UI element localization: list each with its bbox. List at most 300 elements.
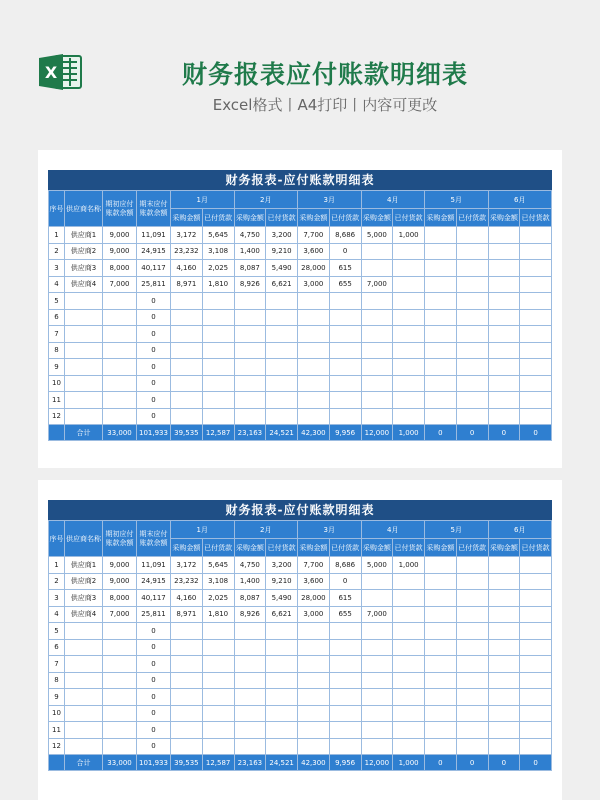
row-end-balance: 11,091 [137,227,171,244]
row-purchase-amount [361,408,393,425]
sheet-2 [48,500,552,771]
row-purchase-amount [425,722,457,739]
sub-header-purchase: 采购金额 [425,539,457,557]
total-purchase-amount: 0 [488,755,520,771]
row-paid-amount [329,705,361,722]
row-paid-amount [202,656,234,673]
row-purchase-amount [488,672,520,689]
row-purchase-amount [361,639,393,656]
table-row [49,408,552,425]
row-purchase-amount [171,392,203,409]
row-purchase-amount [234,359,266,376]
total-label: 合计 [65,755,103,771]
row-purchase-amount: 8,926 [234,606,266,623]
row-purchase-amount [361,705,393,722]
row-begin-balance: 9,000 [103,557,137,574]
row-purchase-amount [425,359,457,376]
row-purchase-amount [425,392,457,409]
row-seq: 5 [49,623,65,640]
row-paid-amount [520,606,552,623]
row-seq: 4 [49,606,65,623]
sub-header-purchase: 采购金额 [488,209,520,227]
row-seq: 10 [49,705,65,722]
total-purchase-amount: 39,535 [171,425,203,441]
row-seq: 3 [49,260,65,277]
row-purchase-amount: 1,400 [234,243,266,260]
row-paid-amount [202,359,234,376]
row-paid-amount [393,309,425,326]
row-begin-balance [103,326,137,343]
table-row [49,326,552,343]
row-purchase-amount [488,656,520,673]
table-row [49,227,552,244]
sub-header-purchase: 采购金额 [234,209,266,227]
row-seq: 2 [49,243,65,260]
row-paid-amount [520,722,552,739]
row-purchase-amount [298,375,330,392]
row-paid-amount: 615 [329,590,361,607]
row-purchase-amount [171,375,203,392]
row-paid-amount [520,326,552,343]
sub-header-paid: 已付货款 [456,539,488,557]
row-end-balance: 0 [137,392,171,409]
row-begin-balance [103,738,137,755]
row-purchase-amount: 4,750 [234,557,266,574]
row-supplier [65,375,103,392]
row-paid-amount: 3,108 [202,573,234,590]
sheet-banner: 财务报表-应付账款明细表 [48,500,552,520]
row-paid-amount [456,293,488,310]
row-purchase-amount: 8,971 [171,276,203,293]
row-paid-amount [393,326,425,343]
row-paid-amount [520,689,552,706]
row-purchase-amount [488,408,520,425]
row-paid-amount [202,375,234,392]
col-header-begin-balance: 期初应付 账款余额 [103,191,137,227]
table-row [49,342,552,359]
row-seq: 11 [49,392,65,409]
row-purchase-amount [361,672,393,689]
row-paid-amount [520,557,552,574]
total-purchase-amount: 23,163 [234,425,266,441]
sub-header-paid: 已付货款 [456,209,488,227]
row-paid-amount: 6,621 [266,606,298,623]
row-paid-amount [520,392,552,409]
row-paid-amount: 1,000 [393,227,425,244]
row-purchase-amount [488,227,520,244]
row-purchase-amount: 7,000 [361,276,393,293]
row-purchase-amount [425,573,457,590]
row-purchase-amount [425,606,457,623]
row-paid-amount [266,705,298,722]
row-purchase-amount [234,408,266,425]
row-purchase-amount: 8,926 [234,276,266,293]
row-paid-amount [329,738,361,755]
table-row [49,557,552,574]
row-purchase-amount [488,309,520,326]
sub-header-purchase: 采购金额 [171,539,203,557]
col-header-month: 5月 [425,191,489,209]
col-header-month: 2月 [234,521,298,539]
row-paid-amount [520,359,552,376]
row-paid-amount [329,722,361,739]
row-paid-amount [393,722,425,739]
row-begin-balance [103,639,137,656]
row-purchase-amount: 8,971 [171,606,203,623]
row-purchase-amount [298,639,330,656]
row-end-balance: 0 [137,326,171,343]
row-paid-amount: 0 [329,573,361,590]
total-row [49,755,552,771]
row-paid-amount [520,656,552,673]
row-purchase-amount [171,738,203,755]
row-paid-amount [202,326,234,343]
row-supplier [65,359,103,376]
row-purchase-amount [488,326,520,343]
row-paid-amount [393,243,425,260]
table-row [49,309,552,326]
row-paid-amount: 9,210 [266,573,298,590]
row-purchase-amount [425,656,457,673]
sub-header-purchase: 采购金额 [171,209,203,227]
row-purchase-amount [425,639,457,656]
row-purchase-amount: 3,600 [298,243,330,260]
row-purchase-amount [488,738,520,755]
row-paid-amount: 3,200 [266,227,298,244]
row-purchase-amount [425,309,457,326]
row-paid-amount [456,342,488,359]
col-header-seq: 序号 [49,191,65,227]
total-paid-amount: 0 [456,425,488,441]
row-paid-amount [202,623,234,640]
row-seq: 7 [49,656,65,673]
row-paid-amount [266,408,298,425]
col-header-month: 6月 [488,191,552,209]
row-paid-amount: 5,645 [202,557,234,574]
row-purchase-amount [488,689,520,706]
row-paid-amount [329,392,361,409]
row-paid-amount [456,722,488,739]
row-supplier [65,309,103,326]
row-paid-amount [266,293,298,310]
row-purchase-amount [425,590,457,607]
total-paid-amount: 1,000 [393,755,425,771]
row-end-balance: 25,811 [137,276,171,293]
total-end-balance: 101,933 [137,755,171,771]
row-purchase-amount: 8,087 [234,590,266,607]
row-seq: 8 [49,342,65,359]
row-purchase-amount [298,672,330,689]
row-purchase-amount [234,293,266,310]
row-purchase-amount: 28,000 [298,590,330,607]
row-purchase-amount [425,738,457,755]
row-end-balance: 0 [137,342,171,359]
row-paid-amount [202,738,234,755]
row-end-balance: 24,915 [137,573,171,590]
row-purchase-amount [361,326,393,343]
row-paid-amount [456,392,488,409]
row-end-balance: 0 [137,722,171,739]
row-purchase-amount [298,656,330,673]
row-end-balance: 0 [137,689,171,706]
sheet-card-1 [38,150,562,468]
sub-header-purchase: 采购金额 [425,209,457,227]
row-begin-balance: 9,000 [103,243,137,260]
row-paid-amount [520,672,552,689]
total-paid-amount: 24,521 [266,755,298,771]
row-purchase-amount: 7,700 [298,557,330,574]
row-seq: 9 [49,359,65,376]
row-begin-balance [103,656,137,673]
row-purchase-amount [425,689,457,706]
row-seq: 11 [49,722,65,739]
row-purchase-amount [361,309,393,326]
row-purchase-amount [234,639,266,656]
sub-header-paid: 已付货款 [520,539,552,557]
row-purchase-amount [361,392,393,409]
row-paid-amount [456,689,488,706]
sub-header-purchase: 采购金额 [488,539,520,557]
col-header-month: 4月 [361,191,425,209]
row-purchase-amount [488,392,520,409]
table-row [49,738,552,755]
row-paid-amount [456,738,488,755]
row-paid-amount [266,656,298,673]
row-paid-amount [202,689,234,706]
row-purchase-amount [171,689,203,706]
row-paid-amount [456,705,488,722]
row-paid-amount [329,326,361,343]
total-paid-amount: 9,956 [329,425,361,441]
row-purchase-amount [171,705,203,722]
row-purchase-amount [425,243,457,260]
row-paid-amount [456,623,488,640]
total-purchase-amount: 42,300 [298,425,330,441]
table-row [49,623,552,640]
row-purchase-amount [234,689,266,706]
row-purchase-amount [298,293,330,310]
row-begin-balance [103,392,137,409]
col-header-end-balance: 期末应付 账款余额 [137,521,171,557]
sub-header-paid: 已付货款 [393,539,425,557]
row-purchase-amount: 4,160 [171,590,203,607]
row-supplier: 供应商1 [65,557,103,574]
page-header [0,0,600,140]
col-header-begin-balance: 期初应付 账款余额 [103,521,137,557]
row-seq: 8 [49,672,65,689]
row-supplier [65,342,103,359]
svg-text:X: X [44,63,58,82]
row-purchase-amount: 7,000 [361,606,393,623]
col-header-supplier: 供应商名称 [65,521,103,557]
row-purchase-amount [298,408,330,425]
table-row [49,243,552,260]
table-row [49,375,552,392]
row-paid-amount [520,342,552,359]
row-begin-balance [103,623,137,640]
row-purchase-amount [425,227,457,244]
row-seq: 2 [49,573,65,590]
sub-header-purchase: 采购金额 [361,209,393,227]
sub-header-purchase: 采购金额 [361,539,393,557]
row-paid-amount [202,293,234,310]
row-paid-amount: 1,000 [393,557,425,574]
row-purchase-amount [361,243,393,260]
row-paid-amount [329,359,361,376]
row-paid-amount: 655 [329,606,361,623]
row-paid-amount [520,243,552,260]
row-paid-amount [456,408,488,425]
row-paid-amount [266,375,298,392]
col-header-month: 3月 [298,191,362,209]
row-paid-amount [393,293,425,310]
row-paid-amount [456,557,488,574]
row-paid-amount [456,326,488,343]
row-end-balance: 0 [137,623,171,640]
row-purchase-amount [171,326,203,343]
row-purchase-amount [488,243,520,260]
row-purchase-amount: 5,000 [361,557,393,574]
row-purchase-amount: 8,087 [234,260,266,277]
row-paid-amount [393,606,425,623]
col-header-month: 1月 [171,521,235,539]
row-paid-amount: 615 [329,260,361,277]
sub-header-paid: 已付货款 [266,539,298,557]
row-begin-balance [103,672,137,689]
row-paid-amount: 5,645 [202,227,234,244]
payables-table [48,520,552,771]
row-begin-balance: 8,000 [103,590,137,607]
row-paid-amount: 5,490 [266,590,298,607]
row-begin-balance: 9,000 [103,227,137,244]
table-row [49,689,552,706]
row-purchase-amount [298,392,330,409]
row-paid-amount [456,359,488,376]
row-end-balance: 0 [137,672,171,689]
row-paid-amount [266,309,298,326]
row-paid-amount [329,689,361,706]
sheet-1 [48,170,552,441]
sub-header-paid: 已付货款 [393,209,425,227]
total-begin-balance: 33,000 [103,755,137,771]
row-paid-amount [520,309,552,326]
row-purchase-amount [171,309,203,326]
total-paid-amount: 24,521 [266,425,298,441]
page-subtitle: Excel格式丨A4打印丨内容可更改 [212,96,438,114]
row-purchase-amount [361,623,393,640]
row-purchase-amount: 3,000 [298,276,330,293]
row-seq: 10 [49,375,65,392]
row-end-balance: 24,915 [137,243,171,260]
sub-header-purchase: 采购金额 [298,539,330,557]
total-purchase-amount: 0 [425,425,457,441]
row-purchase-amount [425,342,457,359]
row-paid-amount [329,342,361,359]
row-paid-amount [329,672,361,689]
table-row [49,573,552,590]
row-paid-amount [393,705,425,722]
row-supplier: 供应商2 [65,243,103,260]
sheet-card-2 [38,480,562,800]
total-purchase-amount: 12,000 [361,425,393,441]
col-header-month: 4月 [361,521,425,539]
row-purchase-amount [171,342,203,359]
sub-header-paid: 已付货款 [329,539,361,557]
row-paid-amount [393,359,425,376]
row-purchase-amount [488,375,520,392]
row-paid-amount: 2,025 [202,590,234,607]
row-supplier: 供应商1 [65,227,103,244]
row-purchase-amount [361,375,393,392]
row-purchase-amount [234,392,266,409]
table-body [49,557,552,755]
total-seq [49,755,65,771]
row-paid-amount: 1,810 [202,276,234,293]
row-purchase-amount [171,672,203,689]
row-purchase-amount [425,705,457,722]
row-paid-amount [520,408,552,425]
row-begin-balance [103,689,137,706]
row-paid-amount [202,342,234,359]
row-paid-amount: 3,108 [202,243,234,260]
row-seq: 1 [49,227,65,244]
row-end-balance: 11,091 [137,557,171,574]
row-purchase-amount [488,573,520,590]
row-purchase-amount [298,722,330,739]
row-purchase-amount: 28,000 [298,260,330,277]
row-supplier [65,656,103,673]
row-purchase-amount [171,623,203,640]
row-purchase-amount: 1,400 [234,573,266,590]
row-purchase-amount [488,293,520,310]
total-paid-amount: 0 [456,755,488,771]
total-end-balance: 101,933 [137,425,171,441]
row-purchase-amount: 5,000 [361,227,393,244]
row-supplier [65,639,103,656]
row-purchase-amount [425,260,457,277]
col-header-month: 2月 [234,191,298,209]
row-purchase-amount: 4,750 [234,227,266,244]
row-begin-balance: 7,000 [103,606,137,623]
row-paid-amount [393,375,425,392]
col-header-month: 3月 [298,521,362,539]
row-purchase-amount [234,738,266,755]
row-paid-amount: 5,490 [266,260,298,277]
row-purchase-amount [234,705,266,722]
row-purchase-amount [361,260,393,277]
total-paid-amount: 12,587 [202,425,234,441]
row-paid-amount [202,309,234,326]
row-paid-amount [393,573,425,590]
row-paid-amount [393,408,425,425]
row-purchase-amount [488,557,520,574]
row-purchase-amount [234,672,266,689]
row-begin-balance [103,375,137,392]
row-paid-amount: 0 [329,243,361,260]
row-purchase-amount [425,375,457,392]
row-seq: 6 [49,309,65,326]
row-paid-amount [520,573,552,590]
row-supplier [65,293,103,310]
row-supplier: 供应商4 [65,606,103,623]
table-row [49,260,552,277]
col-header-month: 1月 [171,191,235,209]
row-purchase-amount: 7,700 [298,227,330,244]
row-paid-amount [202,705,234,722]
row-purchase-amount [425,623,457,640]
row-paid-amount [456,656,488,673]
row-purchase-amount [171,656,203,673]
